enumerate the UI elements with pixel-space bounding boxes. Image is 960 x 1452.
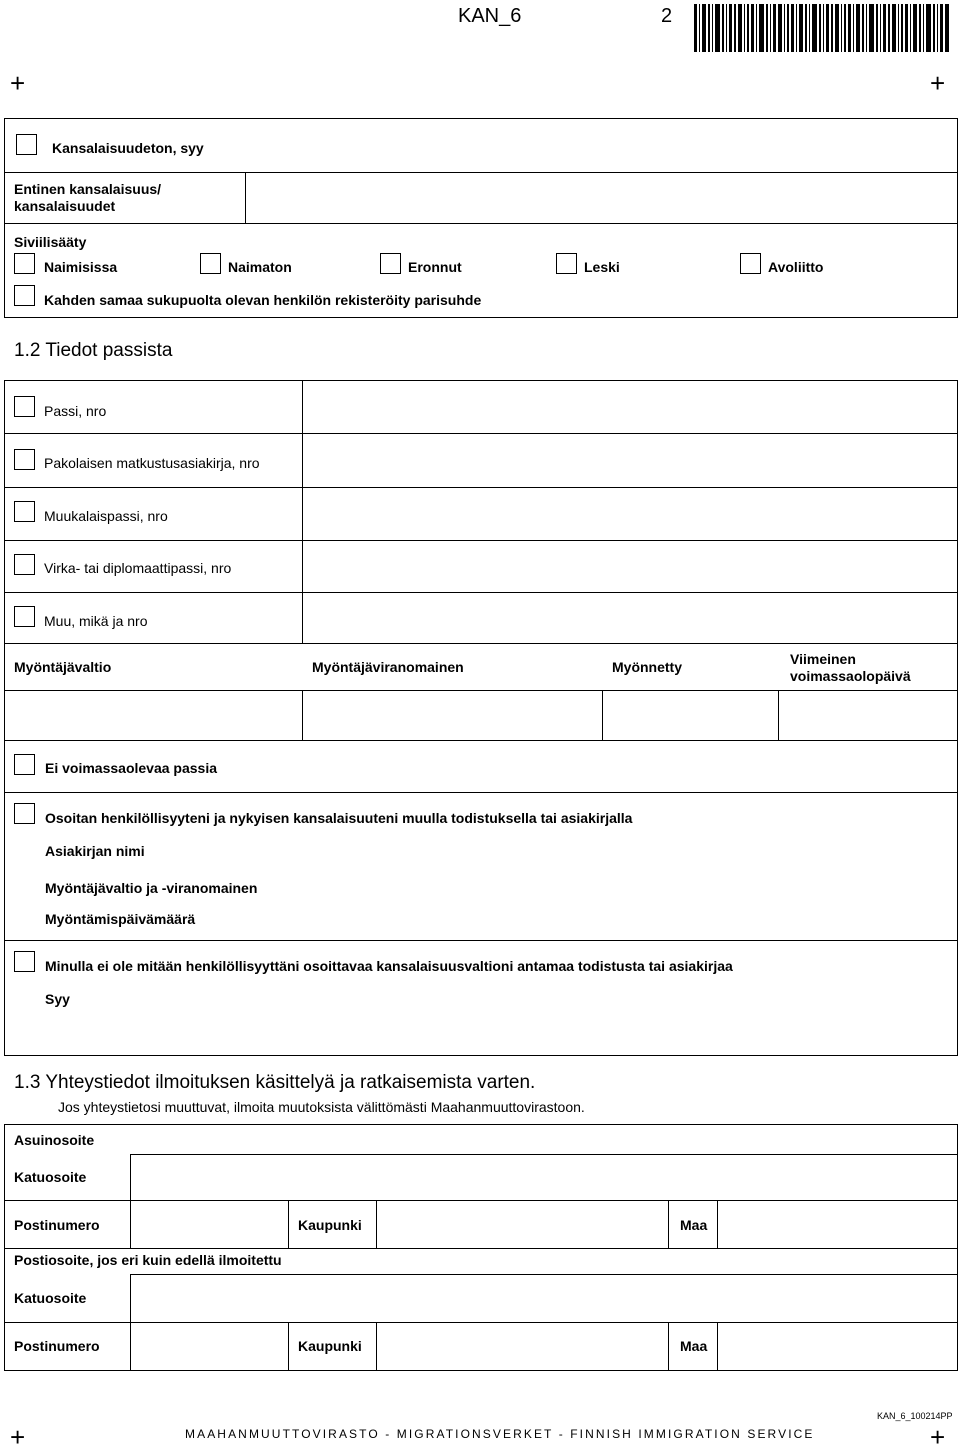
other-document-type-field[interactable]	[304, 594, 956, 642]
widowed-checkbox[interactable]	[556, 253, 577, 274]
single-label: Naimaton	[228, 259, 292, 275]
aliens-passport-field[interactable]	[304, 489, 956, 539]
single-checkbox[interactable]	[200, 253, 221, 274]
aliens-passport-checkbox[interactable]	[14, 501, 35, 522]
issued-date-field[interactable]	[604, 692, 777, 739]
postal-postcode-label: Postinumero	[14, 1338, 100, 1354]
stateless-label: Kansalaisuudeton, syy	[52, 140, 204, 156]
contact-change-note: Jos yhteystietosi muuttuvat, ilmoita muutoksista välittömästi Maahanmuuttovirastoon.	[58, 1099, 585, 1115]
residence-street-field[interactable]	[132, 1156, 956, 1199]
other-identity-document-label: Osoitan henkilöllisyyteni ja nykyisen kansalaisuuteni muulla todistuksella tai asiakirjalla	[45, 810, 633, 826]
postal-street-field[interactable]	[132, 1276, 956, 1321]
residence-city-field[interactable]	[378, 1202, 667, 1247]
contact-section-title: 1.3 Yhteystiedot ilmoituksen käsittelyä ja ratkaisemista varten.	[14, 1072, 536, 1093]
married-label: Naimisissa	[44, 259, 118, 275]
former-citizenship-field[interactable]	[247, 174, 956, 222]
document-issuer-label: Myöntäjävaltio ja -viranomainen	[45, 880, 258, 896]
marital-status-title: Siviilisääty	[14, 234, 87, 250]
no-valid-passport-checkbox[interactable]	[14, 754, 35, 775]
agency-footer: MAAHANMUUTTOVIRASTO - MIGRATIONSVERKET - FINNISH IMMIGRATION SERVICE	[185, 1427, 815, 1441]
cohabitation-checkbox[interactable]	[740, 253, 761, 274]
registration-mark-icon: +	[10, 1422, 26, 1452]
form-code: KAN_6	[458, 5, 522, 27]
postal-address-title: Postiosoite, jos eri kuin edellä ilmoitettu	[14, 1252, 282, 1268]
other-document-type-label: Muu, mikä ja nro	[44, 613, 148, 629]
passport-number-field[interactable]	[304, 382, 956, 432]
document-name-label: Asiakirjan nimi	[45, 843, 145, 859]
reason-label: Syy	[45, 991, 70, 1007]
issuing-state-label: Myöntäjävaltio	[14, 659, 112, 675]
other-document-type-checkbox[interactable]	[14, 606, 35, 627]
diplomatic-passport-checkbox[interactable]	[14, 554, 35, 575]
passport-label: Passi, nro	[44, 403, 107, 419]
widowed-label: Leski	[584, 259, 620, 275]
postal-city-field[interactable]	[378, 1324, 667, 1370]
document-date-label: Myöntämispäivämäärä	[45, 911, 196, 927]
expiry-date-label: Viimeinen	[790, 651, 856, 667]
registered-partnership-checkbox[interactable]	[14, 285, 35, 306]
postal-postcode-field[interactable]	[132, 1324, 287, 1370]
residence-street-label: Katuosoite	[14, 1169, 87, 1185]
married-checkbox[interactable]	[14, 253, 35, 274]
issuing-state-field[interactable]	[6, 692, 301, 739]
divorced-label: Eronnut	[408, 259, 462, 275]
passport-section-title: 1.2 Tiedot passista	[14, 340, 173, 361]
form-version: KAN_6_100214PP	[877, 1411, 953, 1421]
registration-mark-icon: +	[10, 68, 26, 98]
diplomatic-passport-label: Virka- tai diplomaattipassi, nro	[44, 560, 232, 576]
postal-city-label: Kaupunki	[298, 1338, 362, 1354]
residence-country-label: Maa	[680, 1217, 708, 1233]
passport-checkbox[interactable]	[14, 396, 35, 417]
issuing-authority-label: Myöntäjäviranomainen	[312, 659, 464, 675]
former-citizenship-label: Entinen kansalaisuus/	[14, 181, 162, 197]
issued-date-label: Myönnetty	[612, 659, 682, 675]
registered-partnership-label: Kahden samaa sukupuolta olevan henkilön rekisteröity parisuhde	[44, 292, 482, 308]
barcode-icon	[694, 4, 950, 52]
refugee-travel-doc-checkbox[interactable]	[14, 449, 35, 470]
residence-postcode-field[interactable]	[132, 1202, 287, 1247]
expiry-date-field[interactable]	[780, 692, 956, 739]
registration-mark-icon: +	[930, 1422, 946, 1452]
aliens-passport-label: Muukalaispassi, nro	[44, 508, 168, 524]
postal-street-label: Katuosoite	[14, 1290, 87, 1306]
residence-postcode-label: Postinumero	[14, 1217, 100, 1233]
expiry-date-label-2: voimassaolopäivä	[790, 668, 911, 684]
residence-city-label: Kaupunki	[298, 1217, 362, 1233]
no-valid-passport-label: Ei voimassaolevaa passia	[45, 760, 217, 776]
postal-country-label: Maa	[680, 1338, 708, 1354]
former-citizenship-label-2: kansalaisuudet	[14, 198, 116, 214]
diplomatic-passport-field[interactable]	[304, 542, 956, 591]
other-identity-document-checkbox[interactable]	[14, 803, 35, 824]
cohabitation-label: Avoliitto	[768, 259, 824, 275]
postal-country-field[interactable]	[719, 1324, 956, 1370]
residence-address-title: Asuinosoite	[14, 1132, 95, 1148]
no-identity-document-label: Minulla ei ole mitään henkilöllisyyttäni osoittavaa kansalaisuusvaltioni antamaa todistusta tai asiakirjaa	[45, 958, 733, 974]
issuing-authority-field[interactable]	[304, 692, 601, 739]
stateless-checkbox[interactable]	[16, 134, 37, 155]
residence-country-field[interactable]	[719, 1202, 956, 1247]
registration-mark-icon: +	[930, 68, 946, 98]
refugee-travel-doc-field[interactable]	[304, 435, 956, 486]
divorced-checkbox[interactable]	[380, 253, 401, 274]
refugee-travel-doc-label: Pakolaisen matkustusasiakirja, nro	[44, 455, 260, 471]
no-identity-document-checkbox[interactable]	[14, 951, 35, 972]
page-number: 2	[661, 5, 673, 27]
